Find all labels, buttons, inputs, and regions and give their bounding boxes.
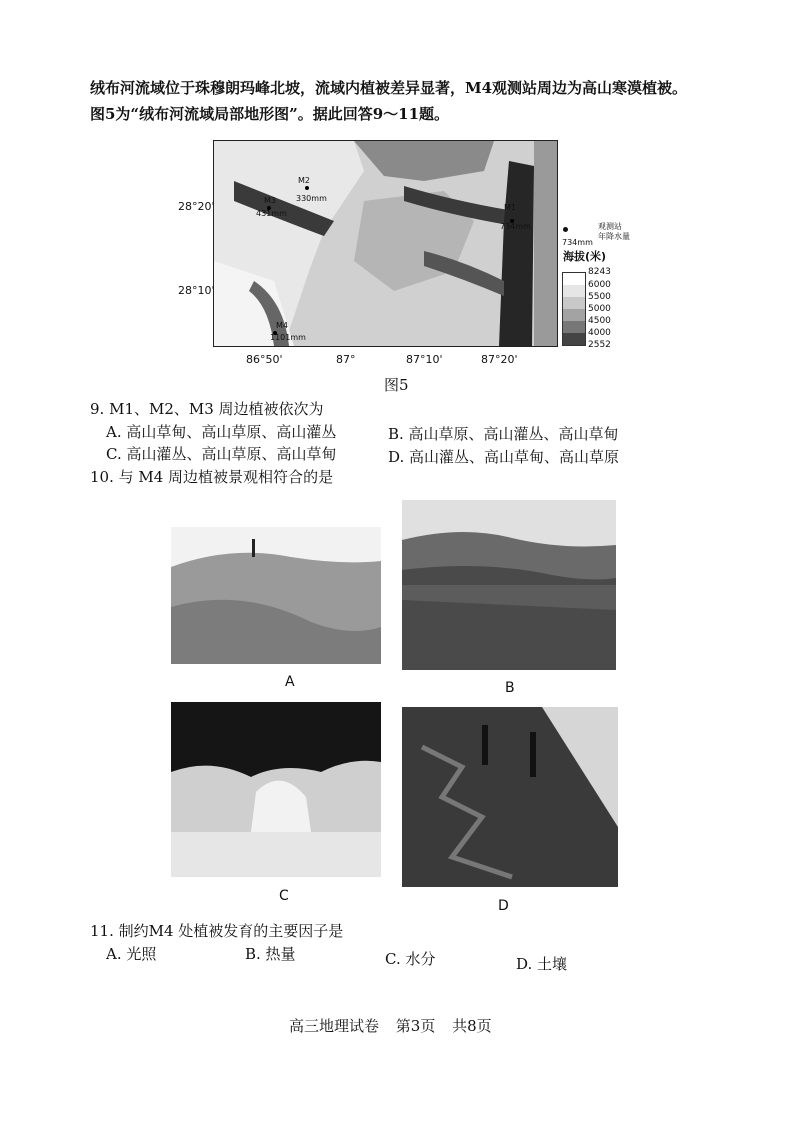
legend-swatch-2: [563, 285, 585, 297]
photo-label-a: A: [285, 674, 295, 690]
photo-c-glacier: [171, 702, 381, 877]
q9-option-b: B. 高山草原、高山灌丛、高山草甸: [388, 425, 619, 443]
topographic-map: [213, 140, 558, 347]
station-m1-precip: 734mm: [500, 222, 531, 231]
station-m2-precip: 330mm: [296, 194, 327, 203]
footer-title: 高三地理试卷: [289, 1017, 380, 1035]
longitude-label-1: 86°50': [246, 353, 283, 366]
q11-option-d: D. 土壤: [516, 955, 568, 973]
longitude-label-3: 87°10': [406, 353, 443, 366]
figure-caption: 图5: [384, 376, 409, 394]
legend-swatch-4: [563, 309, 585, 321]
q9-option-d: D. 高山灌丛、高山草甸、高山草原: [388, 448, 620, 466]
photo-b-meadow: [402, 500, 616, 670]
station-m4-precip: 1101mm: [270, 333, 306, 342]
question-11-stem: 11. 制约M4 处植被发育的主要因子是: [90, 922, 344, 940]
legend-swatch-6: [563, 333, 585, 345]
station-m3-name: M3: [264, 196, 276, 205]
latitude-label-1: 28°20': [178, 200, 215, 213]
photo-a-desert-dunes: [171, 527, 381, 664]
station-m2-dot: [305, 186, 309, 190]
q11-option-c: C. 水分: [385, 950, 436, 968]
q11-option-a: A. 光照: [106, 945, 157, 963]
photo-d-rocky-slope: [402, 707, 618, 887]
photo-label-b: B: [505, 680, 515, 696]
latitude-label-2: 28°10': [178, 284, 215, 297]
intro-line-1: 绒布河流域位于珠穆朗玛峰北坡，流域内植被差异显著，M4观测站周边为高山寒漠植被。: [90, 79, 688, 97]
legend-station-label: 观测站: [598, 222, 622, 231]
footer-page: 第3页: [395, 1017, 436, 1035]
legend-tick-5000: 5000: [588, 304, 611, 314]
elevation-color-bar: [562, 272, 586, 346]
q11-option-b: B. 热量: [245, 945, 296, 963]
legend-tick-4500: 4500: [588, 316, 611, 326]
page-footer: [289, 1015, 504, 1036]
legend-swatch-3: [563, 297, 585, 309]
station-m4-name: M4: [276, 321, 288, 330]
station-m1-name: M1: [504, 203, 516, 212]
legend-tick-8243: 8243: [588, 267, 611, 277]
legend-swatch-5: [563, 321, 585, 333]
legend-sample-precip: 734mm: [562, 238, 593, 247]
q9-option-a: A. 高山草甸、高山草原、高山灌丛: [106, 423, 337, 441]
legend-elevation-title: 海拔(米): [563, 250, 607, 263]
question-9-stem: 9. M1、M2、M3 周边植被依次为: [90, 400, 324, 418]
legend-station-text: [598, 222, 630, 242]
station-m3-precip: 431mm: [256, 209, 287, 218]
photo-label-c: C: [279, 888, 289, 904]
station-m2-name: M2: [298, 176, 310, 185]
footer-total: 共8页: [452, 1017, 492, 1035]
legend-swatch-1: [563, 273, 585, 285]
legend-tick-2552: 2552: [588, 340, 611, 350]
q9-option-c: C. 高山灌丛、高山草原、高山草甸: [106, 445, 337, 463]
terrain-shading: [214, 141, 557, 346]
legend-tick-4000: 4000: [588, 328, 611, 338]
longitude-label-4: 87°20': [481, 353, 518, 366]
intro-line-2: 图5为“绒布河流域局部地形图”。据此回答9～11题。: [90, 105, 450, 123]
question-10-stem: 10. 与 M4 周边植被景观相符合的是: [90, 468, 334, 486]
legend-precip-label: 年降水量: [598, 232, 630, 241]
legend-tick-6000: 6000: [588, 280, 611, 290]
photo-label-d: D: [498, 898, 509, 914]
legend-station-dot: [563, 227, 568, 232]
legend-tick-5500: 5500: [588, 292, 611, 302]
longitude-label-2: 87°: [336, 353, 356, 366]
